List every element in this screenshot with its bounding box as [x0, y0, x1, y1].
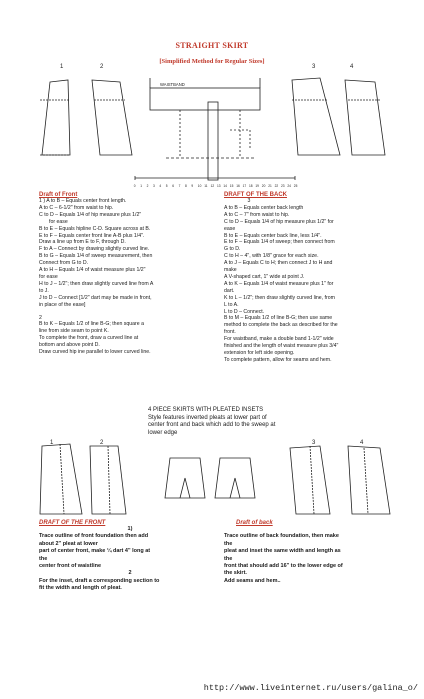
- front-line: to J.: [39, 287, 49, 294]
- front-line: H to J – 1/2"; then draw slightly curved line from A: [39, 280, 154, 287]
- ruler-tick-label: 9: [191, 184, 194, 188]
- ruler-tick-label: 11: [204, 184, 208, 188]
- back-line: For waistband, make a double band 1-1/2" wide: [224, 336, 334, 343]
- front2-line: center front of waistline: [39, 563, 102, 570]
- back-line: L to D – Connect.: [224, 308, 265, 315]
- ruler-tick-label: 1: [140, 184, 142, 188]
- back-line: C to D – Equals 1/4 of hip measure plus 1/2" for: [224, 218, 334, 225]
- front-line: C to D – Equals 1/4 of hip measure plus 1/2": [39, 211, 142, 218]
- back-line: K to L – 1/2"; then draw slightly curved line, from: [224, 294, 335, 301]
- ruler-tick-label: 12: [210, 184, 215, 188]
- ruler-tick-label: 23: [281, 184, 285, 188]
- ruler-tick-label: 17: [242, 184, 247, 188]
- back-heading: DRAFT OF THE BACK: [224, 192, 287, 198]
- ruler-tick-label: 2: [146, 184, 149, 188]
- front-line: Connect from G to D.: [39, 260, 89, 267]
- front-heading: Draft of Front: [39, 192, 78, 198]
- pleated-skirt-figure: [30, 438, 400, 520]
- ruler-tick-label: 18: [249, 184, 253, 188]
- inset-fig-label-4: 4: [360, 440, 364, 446]
- back-line: make: [224, 267, 237, 274]
- back-line: G to D.: [224, 246, 241, 253]
- front-line: in place of the ease]: [39, 301, 86, 308]
- back-line: L to A.: [224, 301, 239, 308]
- front2-line: Trace outline of front foundation then add: [39, 533, 149, 540]
- back2-line: the: [224, 555, 233, 562]
- front-steps: [39, 198, 219, 356]
- ruler-tick-label: 15: [229, 184, 234, 188]
- back-line: finished and the length of waist measure plus 3/4": [224, 343, 339, 350]
- back-line: B to E – Equals center back line, less 1/4".: [224, 232, 322, 239]
- inset-caption-block: [148, 407, 408, 437]
- front2-line: about 2" pleat at lower: [39, 540, 98, 547]
- ruler-tick-label: 16: [236, 184, 240, 188]
- front2-step2: 2: [128, 570, 132, 577]
- front-line: for ease: [39, 273, 58, 280]
- front-step1: 1 ) A to B – Equals center front length.: [39, 198, 127, 204]
- front-line: J to D – Connect [1/2" dart may be made in front,: [39, 294, 152, 301]
- fig-label-4: 4: [350, 64, 354, 70]
- ruler-tick-label: 0: [133, 184, 136, 188]
- back-line: extension for left side opening.: [224, 349, 295, 356]
- front-line: for ease: [49, 218, 68, 225]
- back-line: front.: [224, 329, 236, 336]
- back-step-number: 3: [247, 198, 251, 204]
- inset-caption-line: center front and back which add to the sweep at: [148, 422, 276, 428]
- back-line: To complete pattern, allow for seams and hem.: [224, 356, 332, 363]
- front2-heading: DRAFT OF THE FRONT: [39, 520, 106, 526]
- ruler-tick-label: 22: [274, 184, 279, 188]
- front-step2-line: Draw curved hip ine parallel to lower curved line.: [39, 349, 151, 356]
- ruler-tick-label: 25: [293, 184, 298, 188]
- back-line: A to K – Equals 1/4 of waist measure plus 1" for: [224, 280, 334, 287]
- inset-fig-label-2: 2: [100, 440, 104, 446]
- back2-line: pleat and inset the same width and length as: [224, 548, 341, 555]
- back2-line: front that should add 16" to the lower edge of: [224, 563, 343, 570]
- back2-heading: Draft of back: [236, 520, 273, 526]
- front2-steps: [39, 526, 221, 593]
- straight-skirt-pattern-figure: [30, 60, 400, 192]
- back-line: A to C – 7" from waist to hip.: [224, 211, 290, 218]
- ruler-tick-label: 5: [165, 184, 168, 188]
- ruler-tick-label: 7: [178, 184, 181, 188]
- front2-step2-line: For the inset, draft a corresponding section to: [39, 577, 160, 584]
- inset-heading: 4 PIECE SKIRTS WITH PLEATED INSETS: [148, 407, 264, 413]
- ruler-tick-label: 6: [172, 184, 174, 188]
- ruler-tick-label: 14: [223, 184, 227, 188]
- front-step2-line: B to K – Equals 1/2 of line B-G; then square a: [39, 321, 144, 328]
- back2-line: Add seams and hem..: [224, 577, 281, 584]
- ruler-tick-label: 8: [185, 184, 187, 188]
- front-step2-line: line from side seam to point K.: [39, 328, 109, 335]
- ruler-tick-label: 20: [261, 184, 266, 188]
- waistband-label: WAISTBAND: [160, 82, 185, 87]
- ruler-tick-label: 10: [197, 184, 202, 188]
- front-step2-line: bottom and above point D.: [39, 342, 100, 349]
- back2-steps: [224, 533, 394, 585]
- inset-caption-line: Style features inverted pleats at lower part of: [148, 414, 267, 421]
- front2-line: the: [39, 555, 48, 562]
- source-url[interactable]: http://www.liveinternet.ru/users/galina_o/: [203, 683, 418, 693]
- ruler-tick-label: 13: [217, 184, 221, 188]
- inset-caption-line: lower edge: [148, 429, 178, 436]
- front-line: A to H – Equals 1/4 of waist measure plus 1/2": [39, 267, 146, 274]
- front2-step1: 1): [127, 526, 133, 532]
- back-steps: [224, 198, 394, 364]
- fig-label-3: 3: [312, 64, 316, 70]
- front-line: A to C – 6-1/2" from waist to hip.: [39, 204, 114, 211]
- ruler-tick-label: 19: [255, 184, 259, 188]
- front-step2-line: To complete the front, draw a curved line at: [39, 335, 139, 342]
- front2-step2-line: fit the width and length of pleat.: [39, 585, 122, 592]
- front-line: B to G – Equals 1/4 of sweep measurement, then: [39, 253, 153, 260]
- page-subtitle: [Simplified Method for Regular Sizes]: [159, 58, 265, 65]
- back-line: dart.: [224, 287, 235, 294]
- front-line: Draw a line up from E to F, through D.: [39, 239, 126, 246]
- inset-fig-label-1: 1: [50, 440, 54, 446]
- back-line: A to J – Equals C to H; then connect J to H and: [224, 260, 333, 267]
- fig-label-1: 1: [60, 64, 64, 70]
- back-line: A to B – Equals center back length: [224, 204, 304, 211]
- front-line: F to A – Connect by drawing slightly curved line.: [39, 246, 150, 253]
- inset-fig-label-3: 3: [312, 440, 316, 446]
- front2-line: part of center front, make ¼ dart 4" long at: [39, 548, 151, 555]
- back2-line: Trace outline of back foundation, then make: [224, 533, 339, 540]
- back-line: C to H – 4", with 1/8" grace for each size.: [224, 253, 319, 260]
- front-line: B to E – Equals hipline C-D. Square across at B.: [39, 225, 151, 232]
- ruler-tick-label: 3: [153, 184, 155, 188]
- ruler-tick-label: 24: [287, 184, 291, 188]
- ruler-tick-label: 4: [159, 184, 162, 188]
- front-line: E to F – Equals center front line A-B plus 1/4".: [39, 232, 145, 239]
- back-line: B to M – Equals 1/2 of line B-G; then use same: [224, 315, 333, 322]
- page-title: STRAIGHT SKIRT: [175, 41, 249, 50]
- back2-line: the: [224, 540, 233, 547]
- back-line: A V-shaped cart, 1" wide at point J.: [224, 273, 305, 280]
- back2-line: the skirt.: [224, 570, 247, 577]
- fig-label-2: 2: [100, 64, 104, 70]
- back-line: E to F – Equals 1/4 of sweep; then connect from: [224, 239, 335, 246]
- front-step2-number: 2: [39, 314, 42, 321]
- ruler-tick-label: 21: [268, 184, 272, 188]
- back-line: method to complete the back as described for the: [224, 322, 338, 329]
- back-line: ease: [224, 225, 236, 232]
